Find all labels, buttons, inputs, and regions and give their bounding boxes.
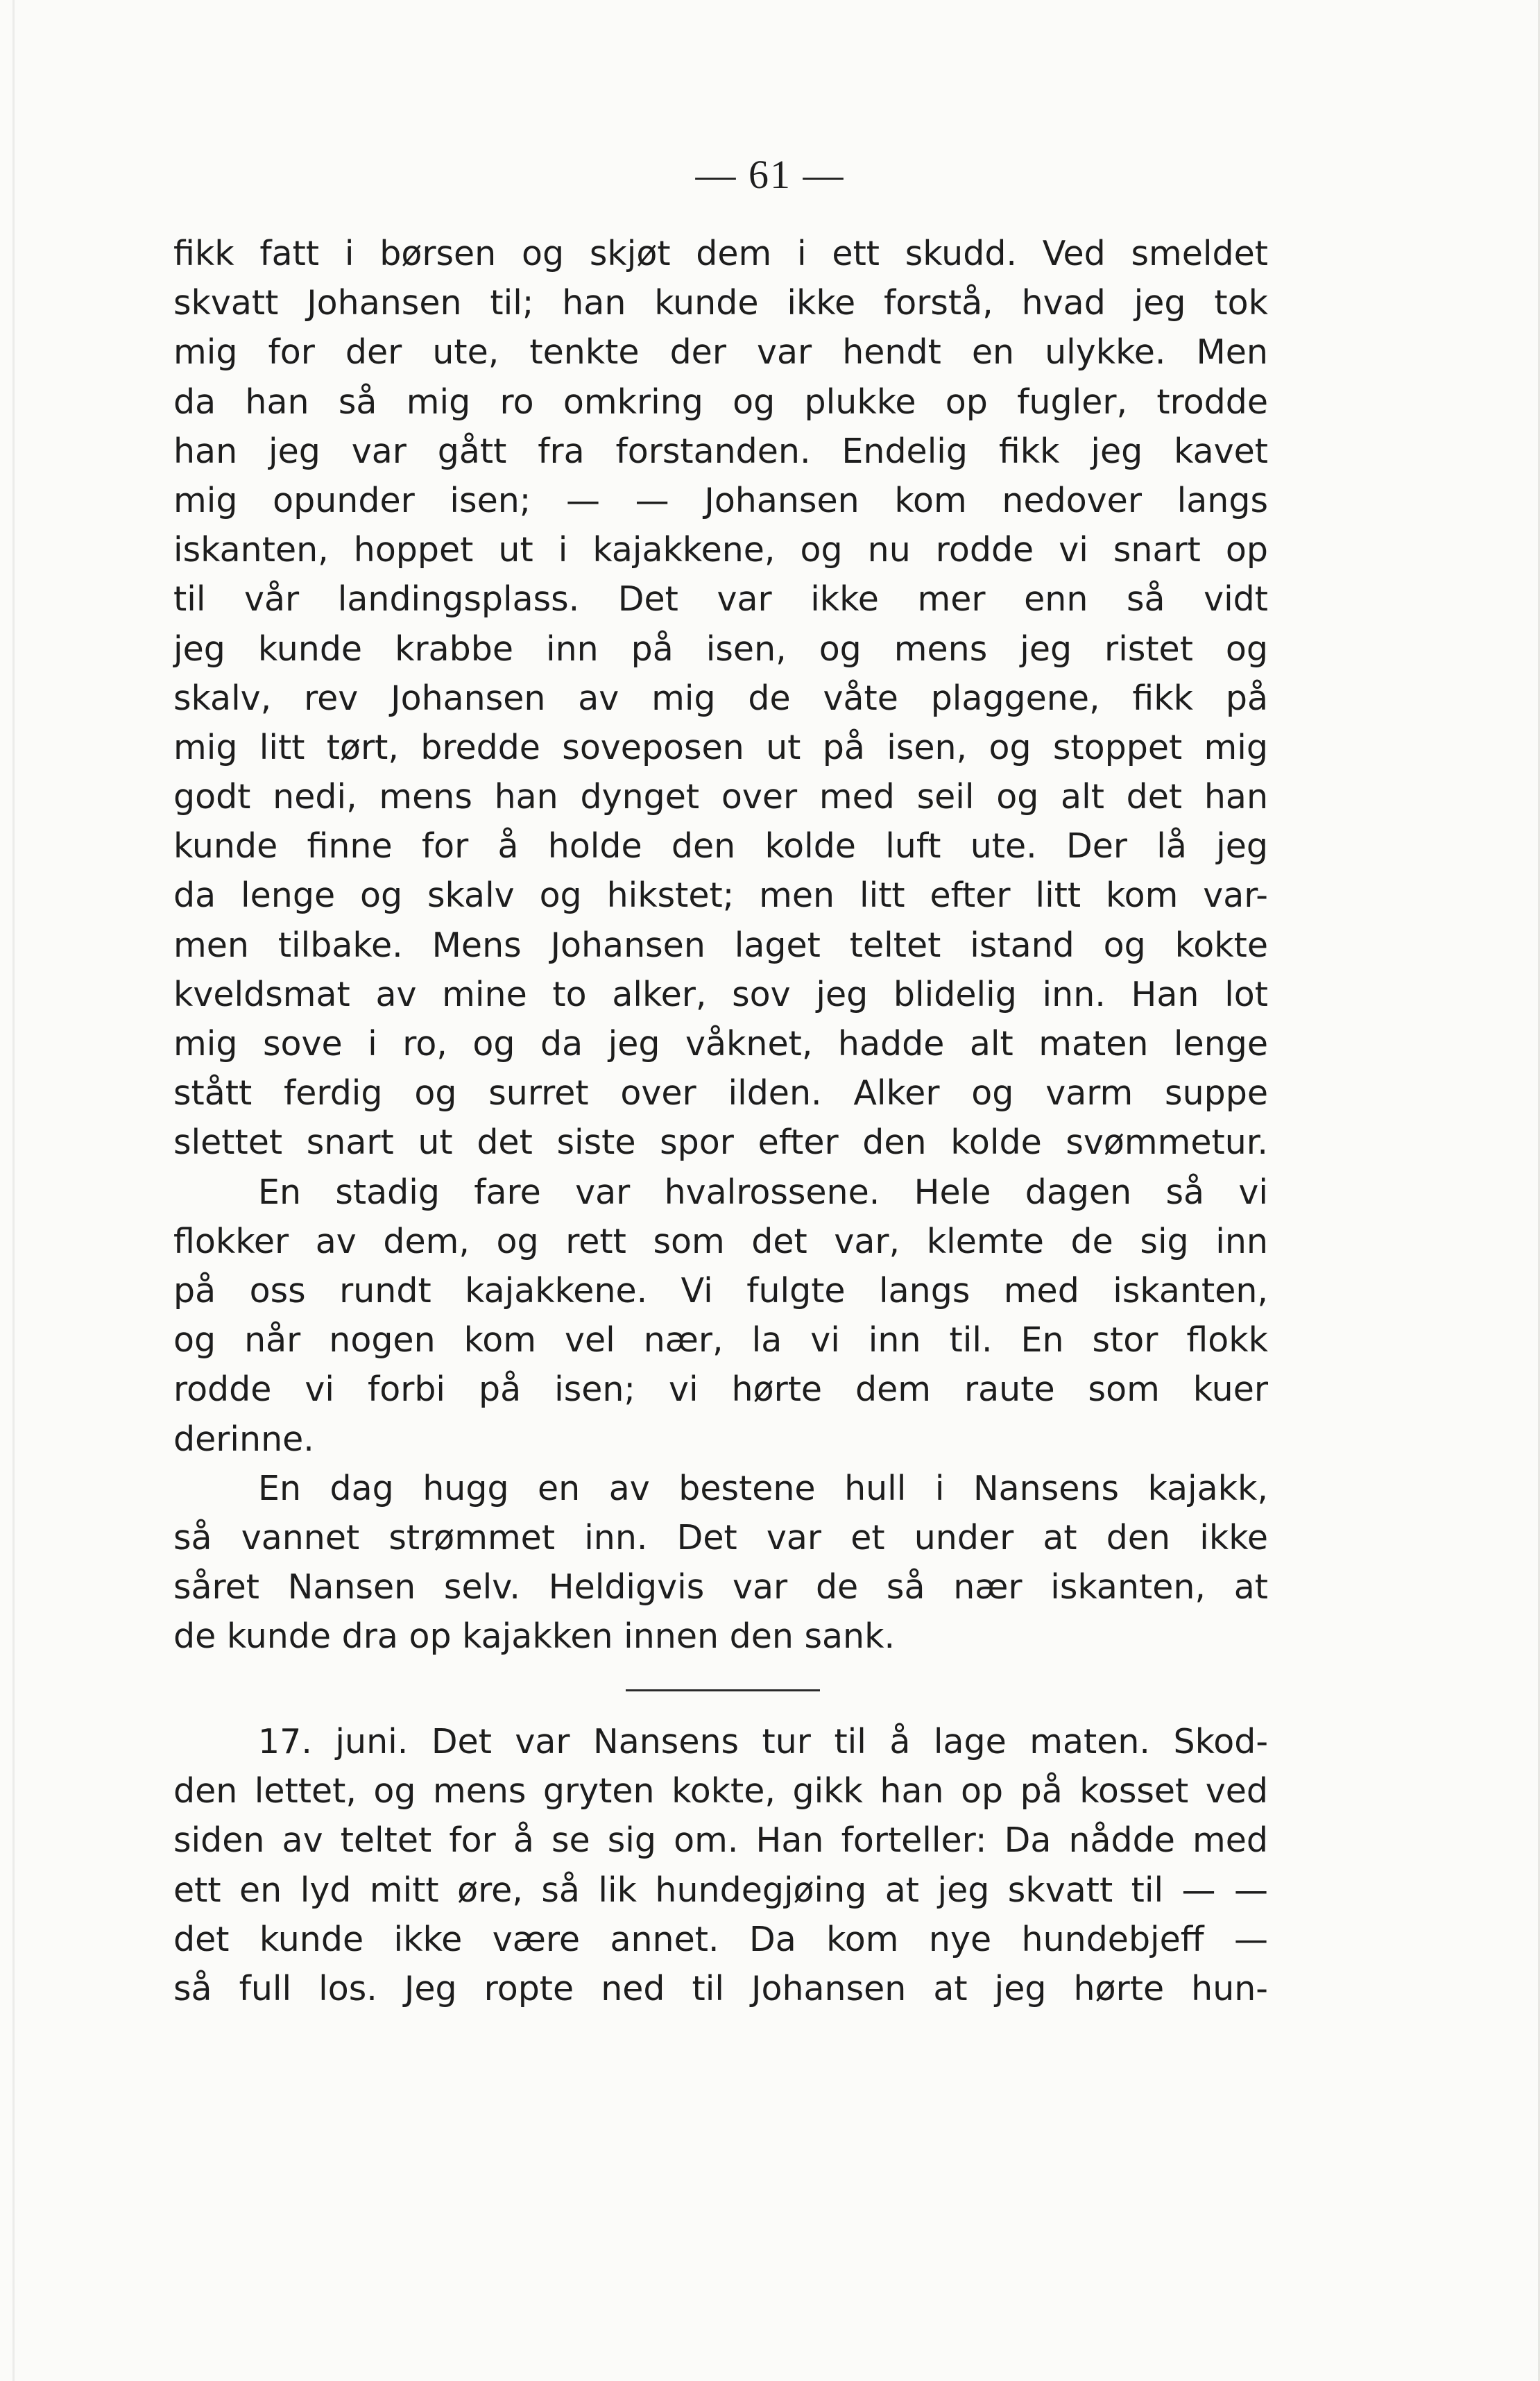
- text-line: ett en lyd mitt øre, så lik hundegjøing at jeg skvatt til — —: [173, 1870, 1268, 1910]
- text-line: det kunde ikke være annet. Da kom nye hundebjeff —: [173, 1919, 1268, 1959]
- paragraph-start-line: 17. juni. Det var Nansens tur til å lage maten. Skod-: [258, 1722, 1268, 1761]
- text-line: og når nogen kom vel nær, la vi inn til. En stor flokk: [173, 1320, 1268, 1360]
- page-edge: [12, 0, 15, 2381]
- text-line: så vannet strømmet inn. Det var et under at den ikke: [173, 1517, 1268, 1558]
- text-line: såret Nansen selv. Heldigvis var de så nær iskanten, at: [173, 1567, 1268, 1607]
- text-line: da han så mig ro omkring og plukke op fugler, trodde: [173, 382, 1268, 422]
- text-line: iskanten, hoppet ut i kajakkene, og nu rodde vi snart op: [173, 530, 1268, 570]
- paragraph-start-line: En dag hugg en av bestene hull i Nansens kajakk,: [258, 1468, 1268, 1508]
- text-line: så full los. Jeg ropte ned til Johansen at jeg hørte hun-: [173, 1968, 1268, 2008]
- text-line: fikk fatt i børsen og skjøt dem i ett skudd. Ved smeldet: [173, 234, 1268, 273]
- text-line: stått ferdig og surret over ilden. Alker og varm suppe: [173, 1073, 1268, 1113]
- text-line: kunde finne for å holde den kolde luft ute. Der lå jeg: [173, 826, 1268, 867]
- text-line: skvatt Johansen til; han kunde ikke forstå, hvad jeg tok: [173, 283, 1268, 323]
- text-line: kveldsmat av mine to alker, sov jeg blidelig inn. Han lot: [173, 974, 1268, 1014]
- text-line: den lettet, og mens gryten kokte, gikk han op på kosset ved: [173, 1771, 1268, 1811]
- text-line: jeg kunde krabbe inn på isen, og mens jeg ristet og: [173, 629, 1268, 669]
- text-line: mig for der ute, tenkte der var hendt en ulykke. Men: [173, 332, 1268, 373]
- page-number: — 61 —: [695, 152, 845, 197]
- text-line: mig litt tørt, bredde soveposen ut på isen, og stoppet mig: [173, 727, 1268, 767]
- text-line: rodde vi forbi på isen; vi hørte dem raute som kuer: [173, 1369, 1268, 1410]
- text-line: men tilbake. Mens Johansen laget teltet istand og kokte: [173, 925, 1268, 965]
- text-line: skalv, rev Johansen av mig de våte plaggene, fikk på: [173, 678, 1268, 718]
- section-separator-rule: [626, 1689, 820, 1691]
- paragraph-end-line: de kunde dra op kajakken innen den sank.: [173, 1616, 896, 1657]
- paragraph-end-line: derinne.: [173, 1419, 314, 1459]
- text-line: på oss rundt kajakkene. Vi fulgte langs med iskanten,: [173, 1270, 1268, 1311]
- text-line: godt nedi, mens han dynget over med seil og alt det han: [173, 777, 1268, 817]
- text-line: da lenge og skalv og hikstet; men litt efter litt kom var-: [173, 876, 1268, 916]
- body-text-section-one: [173, 229, 1268, 1661]
- text-line: mig opunder isen; — — Johansen kom nedover langs: [173, 480, 1268, 520]
- text-line: til vår landingsplass. Det var ikke mer enn så vidt: [173, 579, 1268, 620]
- text-line: flokker av dem, og rett som det var, klemte de sig inn: [173, 1221, 1268, 1261]
- paragraph-start-line: En stadig fare var hvalrossene. Hele dagen så vi: [258, 1172, 1268, 1212]
- text-line: han jeg var gått fra forstanden. Endelig fikk jeg kavet: [173, 431, 1268, 471]
- body-text-section-two: [173, 1717, 1268, 2013]
- text-line: mig sove i ro, og da jeg våknet, hadde alt maten lenge: [173, 1024, 1268, 1064]
- text-line: slettet snart ut det siste spor efter den kolde svømmetur.: [173, 1123, 1268, 1163]
- text-line: siden av teltet for å se sig om. Han forteller: Da nådde med: [173, 1820, 1268, 1861]
